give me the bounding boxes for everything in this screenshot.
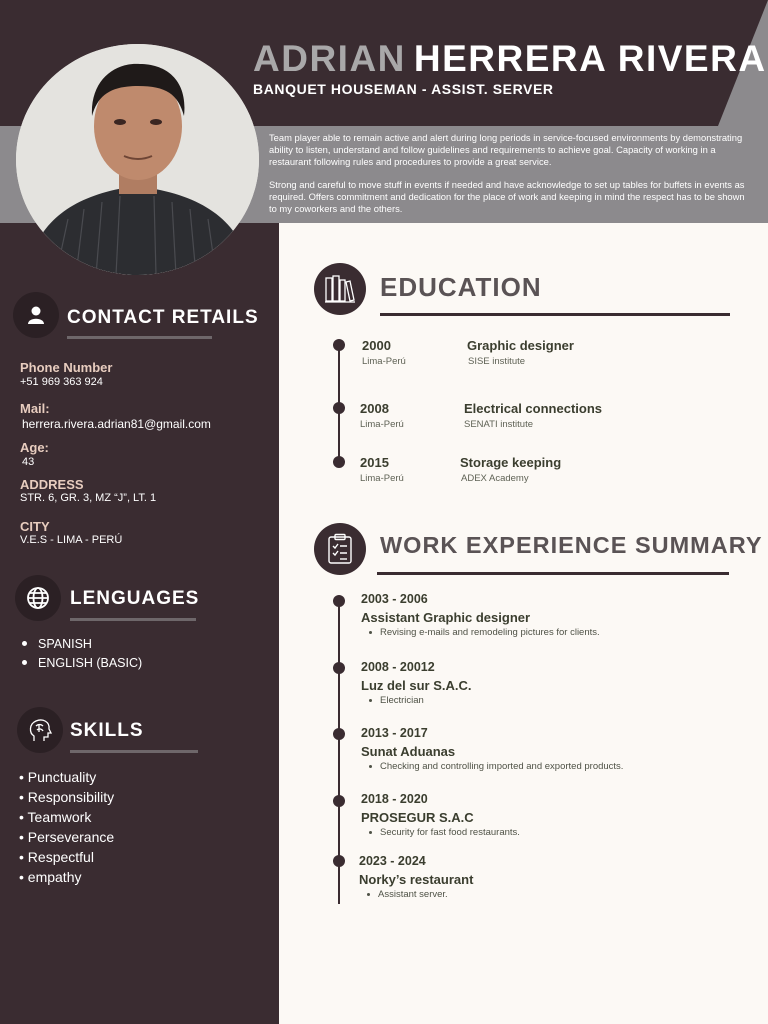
work-detail: Checking and controlling imported and exported products. (369, 761, 623, 772)
list-item: • Responsibility (19, 789, 115, 805)
work-company: Norky’s restaurant (359, 872, 474, 887)
first-name: ADRIAN (253, 38, 406, 79)
work-period: 2008 - 20012 (361, 660, 435, 674)
city-value: V.E.S - LIMA - PERÚ (20, 534, 123, 546)
work-company: Luz del sur S.A.C. (361, 678, 472, 693)
address-value: STR. 6, GR. 3, MZ “J”, LT. 1 (20, 492, 157, 504)
phone-label: Phone Number (20, 360, 113, 375)
list-item: • empathy (19, 869, 82, 885)
work-detail: Security for fast food restaurants. (369, 827, 520, 838)
list-item: SPANISH (22, 634, 142, 653)
work-entry (361, 726, 623, 772)
globe-icon (15, 575, 61, 621)
languages-list (22, 634, 142, 672)
list-item: ENGLISH (BASIC) (22, 653, 142, 672)
mail-value: herrera.rivera.adrian81@gmail.com (22, 417, 211, 431)
timeline-dot (333, 855, 345, 867)
education-year: 2008 (360, 401, 389, 416)
clipboard-icon (314, 523, 366, 575)
timeline-dot (333, 728, 345, 740)
timeline-dot (333, 402, 345, 414)
address-label: ADDRESS (20, 477, 84, 492)
summary-paragraph: Team player able to remain active and alert during long periods in service-focused environments by demonstrating ability to listen, understand and follow guidelines and requirements to achieve goal. Capacity of working in a restaurant following rules and procedures to provide a great service. (269, 132, 743, 167)
education-school: ADEX Academy (461, 473, 529, 484)
city-label: CITY (20, 519, 50, 534)
languages-heading: LENGUAGES (70, 588, 200, 609)
divider (70, 618, 196, 621)
education-place: Lima-Perú (362, 356, 406, 367)
timeline-dot (333, 595, 345, 607)
person-icon (13, 292, 59, 338)
phone-value: +51 969 363 924 (20, 376, 103, 388)
education-year: 2000 (362, 338, 391, 353)
work-entry (361, 592, 600, 638)
list-item: • Punctuality (19, 769, 97, 785)
education-year: 2015 (360, 455, 389, 470)
education-degree: Graphic designer (467, 338, 574, 353)
divider (67, 336, 212, 339)
timeline-dot (333, 662, 345, 674)
education-school: SISE institute (468, 356, 526, 367)
brain-head-icon (17, 707, 63, 753)
age-value: 43 (22, 456, 35, 468)
full-name (253, 38, 767, 80)
profile-photo (16, 44, 259, 275)
sidebar (0, 223, 279, 1024)
work-entry (359, 854, 473, 900)
work-period: 2003 - 2006 (361, 592, 428, 606)
work-entry (361, 792, 520, 838)
job-title: BANQUET HOUSEMAN - ASSIST. SERVER (253, 81, 554, 97)
education-school: SENATI institute (464, 419, 533, 430)
education-heading: EDUCATION (380, 272, 542, 302)
list-item: • Perseverance (19, 829, 115, 845)
work-entry (361, 660, 472, 706)
skills-heading: SKILLS (70, 720, 144, 741)
work-heading: WORK EXPERIENCE SUMMARY (380, 532, 763, 558)
education-degree: Electrical connections (464, 401, 602, 416)
skills-list (19, 767, 114, 887)
work-company: Assistant Graphic designer (361, 610, 531, 625)
work-company: PROSEGUR S.A.C (361, 810, 474, 825)
contact-heading: CONTACT RETAILS (67, 307, 259, 328)
age-label: Age: (20, 440, 49, 455)
books-icon (314, 263, 366, 315)
list-item: • Teamwork (19, 809, 92, 825)
last-name: HERRERA RIVERA (413, 38, 767, 79)
divider (70, 750, 198, 753)
work-period: 2013 - 2017 (361, 726, 428, 740)
profile-summary (269, 132, 745, 215)
timeline-dot (333, 795, 345, 807)
divider (380, 313, 730, 316)
work-detail: Electrician (369, 695, 472, 706)
work-company: Sunat Aduanas (361, 744, 456, 759)
education-place: Lima-Perú (360, 473, 404, 484)
timeline-dot (333, 456, 345, 468)
education-place: Lima-Perú (360, 419, 404, 430)
summary-paragraph: Strong and careful to move stuff in events if needed and have acknowledge to set up tables for buffets in events as required. Offers commitment and dedication for the place of work and keeping in mind the respect has to be shown to my coworkers and the others. (269, 179, 745, 214)
work-period: 2023 - 2024 (359, 854, 426, 868)
work-period: 2018 - 2020 (361, 792, 428, 806)
education-degree: Storage keeping (460, 455, 562, 470)
list-item: • Respectful (19, 849, 94, 865)
divider (377, 572, 729, 575)
timeline-dot (333, 339, 345, 351)
work-detail: Assistant server. (367, 889, 473, 900)
work-detail: Revising e-mails and remodeling pictures for clients. (369, 627, 600, 638)
mail-label: Mail: (20, 401, 50, 416)
